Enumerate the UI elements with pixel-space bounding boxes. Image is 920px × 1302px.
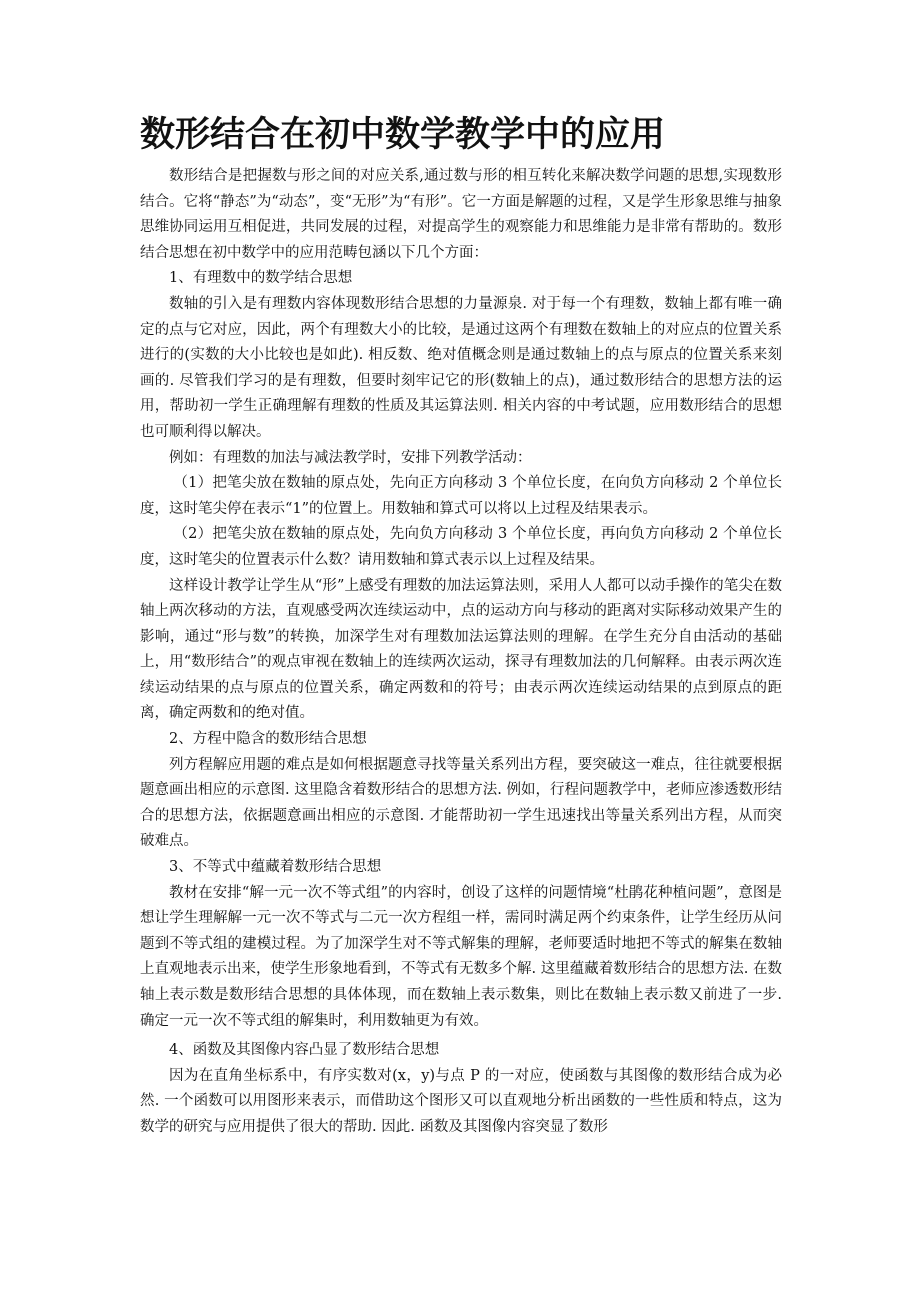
section-heading-1: 1、有理数中的数学结合思想 [169,270,353,287]
section-heading-2: 2、方程中隐含的数形结合思想 [169,731,367,748]
activity-1: （1）把笔尖放在数轴的原点处，先向正方向移动 3 个单位长度，在向负方向移动 2 个单位长度，这时笔尖停在表示“1”的位置上。用数轴和算式可以将以上过程及结果表示。 [140,475,782,517]
section-heading-3: 3、不等式中蕴藏着数形结合思想 [169,859,382,876]
section-1-conclusion: 这样设计教学让学生从“形”上感受有理数的加法运算法则，采用人人都可以动手操作的笔尖在数轴上两次移动的方法，直观感受两次连续运动中，点的运动方向与移动的距离对实际移动效果产生的影响，通过“形与数”的转换，加深学生对有理数加法运算法则的理解。在学生充分自由活动的基础上，用“数形结合”的观点审视在数轴上的连续两次运动，探寻有理数加法的几何解释。由表示两次连续运动结果的点与原点的位置关系，确定两数和的符号；由表示两次连续运动结果的点到原点的距离，确定两数和的绝对值。 [140,577,782,722]
example-intro: 例如：有理数的加法与减法教学时，安排下列教学活动： [169,449,532,466]
section-3-paragraph: 教材在安排“解一元一次不等式组”的内容时，创设了这样的问题情境“杜鹃花种植问题”，意图是想让学生理解解一元一次不等式与二元一次方程组一样，需同时满足两个约束条件，让学生经历从问题到不等式组的建模过程。为了加深学生对不等式解集的理解，老师要适时地把不等式的解集在数轴上直观地表示出来，使学生形象地看到，不等式有无数多个解. 这里蕴藏着数形结合的思想方法. 在数轴上表示数是数形结合思想的具体体现，而在数轴上表示数集，则比在数轴上表示数又前进了一步. 确定一元一次不等式组的解集时，利用数轴更为有效。 [140,884,782,1029]
document-title: 数形结合在初中数学教学中的应用 [140,115,666,155]
activity-2: （2）把笔尖放在数轴的原点处，先向负方向移动 3 个单位长度，再向负方向移动 2 个单位长度，这时笔尖的位置表示什么数？请用数轴和算式表示以上过程及结果。 [140,526,782,568]
section-1-paragraph: 数轴的引入是有理数内容体现数形结合思想的力量源泉. 对于每一个有理数，数轴上都有唯一确定的点与它对应，因此，两个有理数大小的比较，是通过这两个有理数在数轴上的对应点的位置关系进行的(实数的大小比较也是如此). 相反数、绝对值概念则是通过数轴上的点与原点的位置关系来刻画的. 尽管我们学习的是有理数，但要时刻牢记它的形(数轴上的点)，通过数形结合的思想方法的运用，帮助初一学生正确理解有理数的性质及其运算法则. 相关内容的中考试题，应用数形结合的思想也可顺利得以解决。 [140,295,782,440]
section-heading-4: 4、函数及其图像内容凸显了数形结合思想 [169,1042,440,1059]
section-2-paragraph: 列方程解应用题的难点是如何根据题意寻找等量关系列出方程，要突破这一难点，往往就要根据题意画出相应的示意图. 这里隐含着数形结合的思想方法. 例如，行程问题教学中，老师应渗透数形结合的思想方法，依据题意画出相应的示意图. 才能帮助初一学生迅速找出等量关系列出方程，从而突破难点。 [140,756,782,850]
document-page [140,112,782,1141]
section-4-paragraph: 因为在直角坐标系中，有序实数对(x，y)与点 P 的一对应，使函数与其图像的数形结合成为必然. 一个函数可以用图形来表示，而借助这个图形又可以直观地分析出函数的一些性质和特点，这为数学的研究与应用提供了很大的帮助. 因此. 函数及其图像内容突显了数形 [140,1067,782,1135]
intro-paragraph: 数形结合是把握数与形之间的对应关系,通过数与形的相互转化来解决数学问题的思想,实现数形结合。它将“静态”为“动态”，变“无形”为“有形”。它一方面是解题的过程，又是学生形象思维与抽象思维协同运用互相促进，共同发展的过程，对提高学生的观察能力和思维能力是非常有帮助的。数形结合思想在初中数学中的应用范畴包涵以下几个方面： [140,168,782,261]
